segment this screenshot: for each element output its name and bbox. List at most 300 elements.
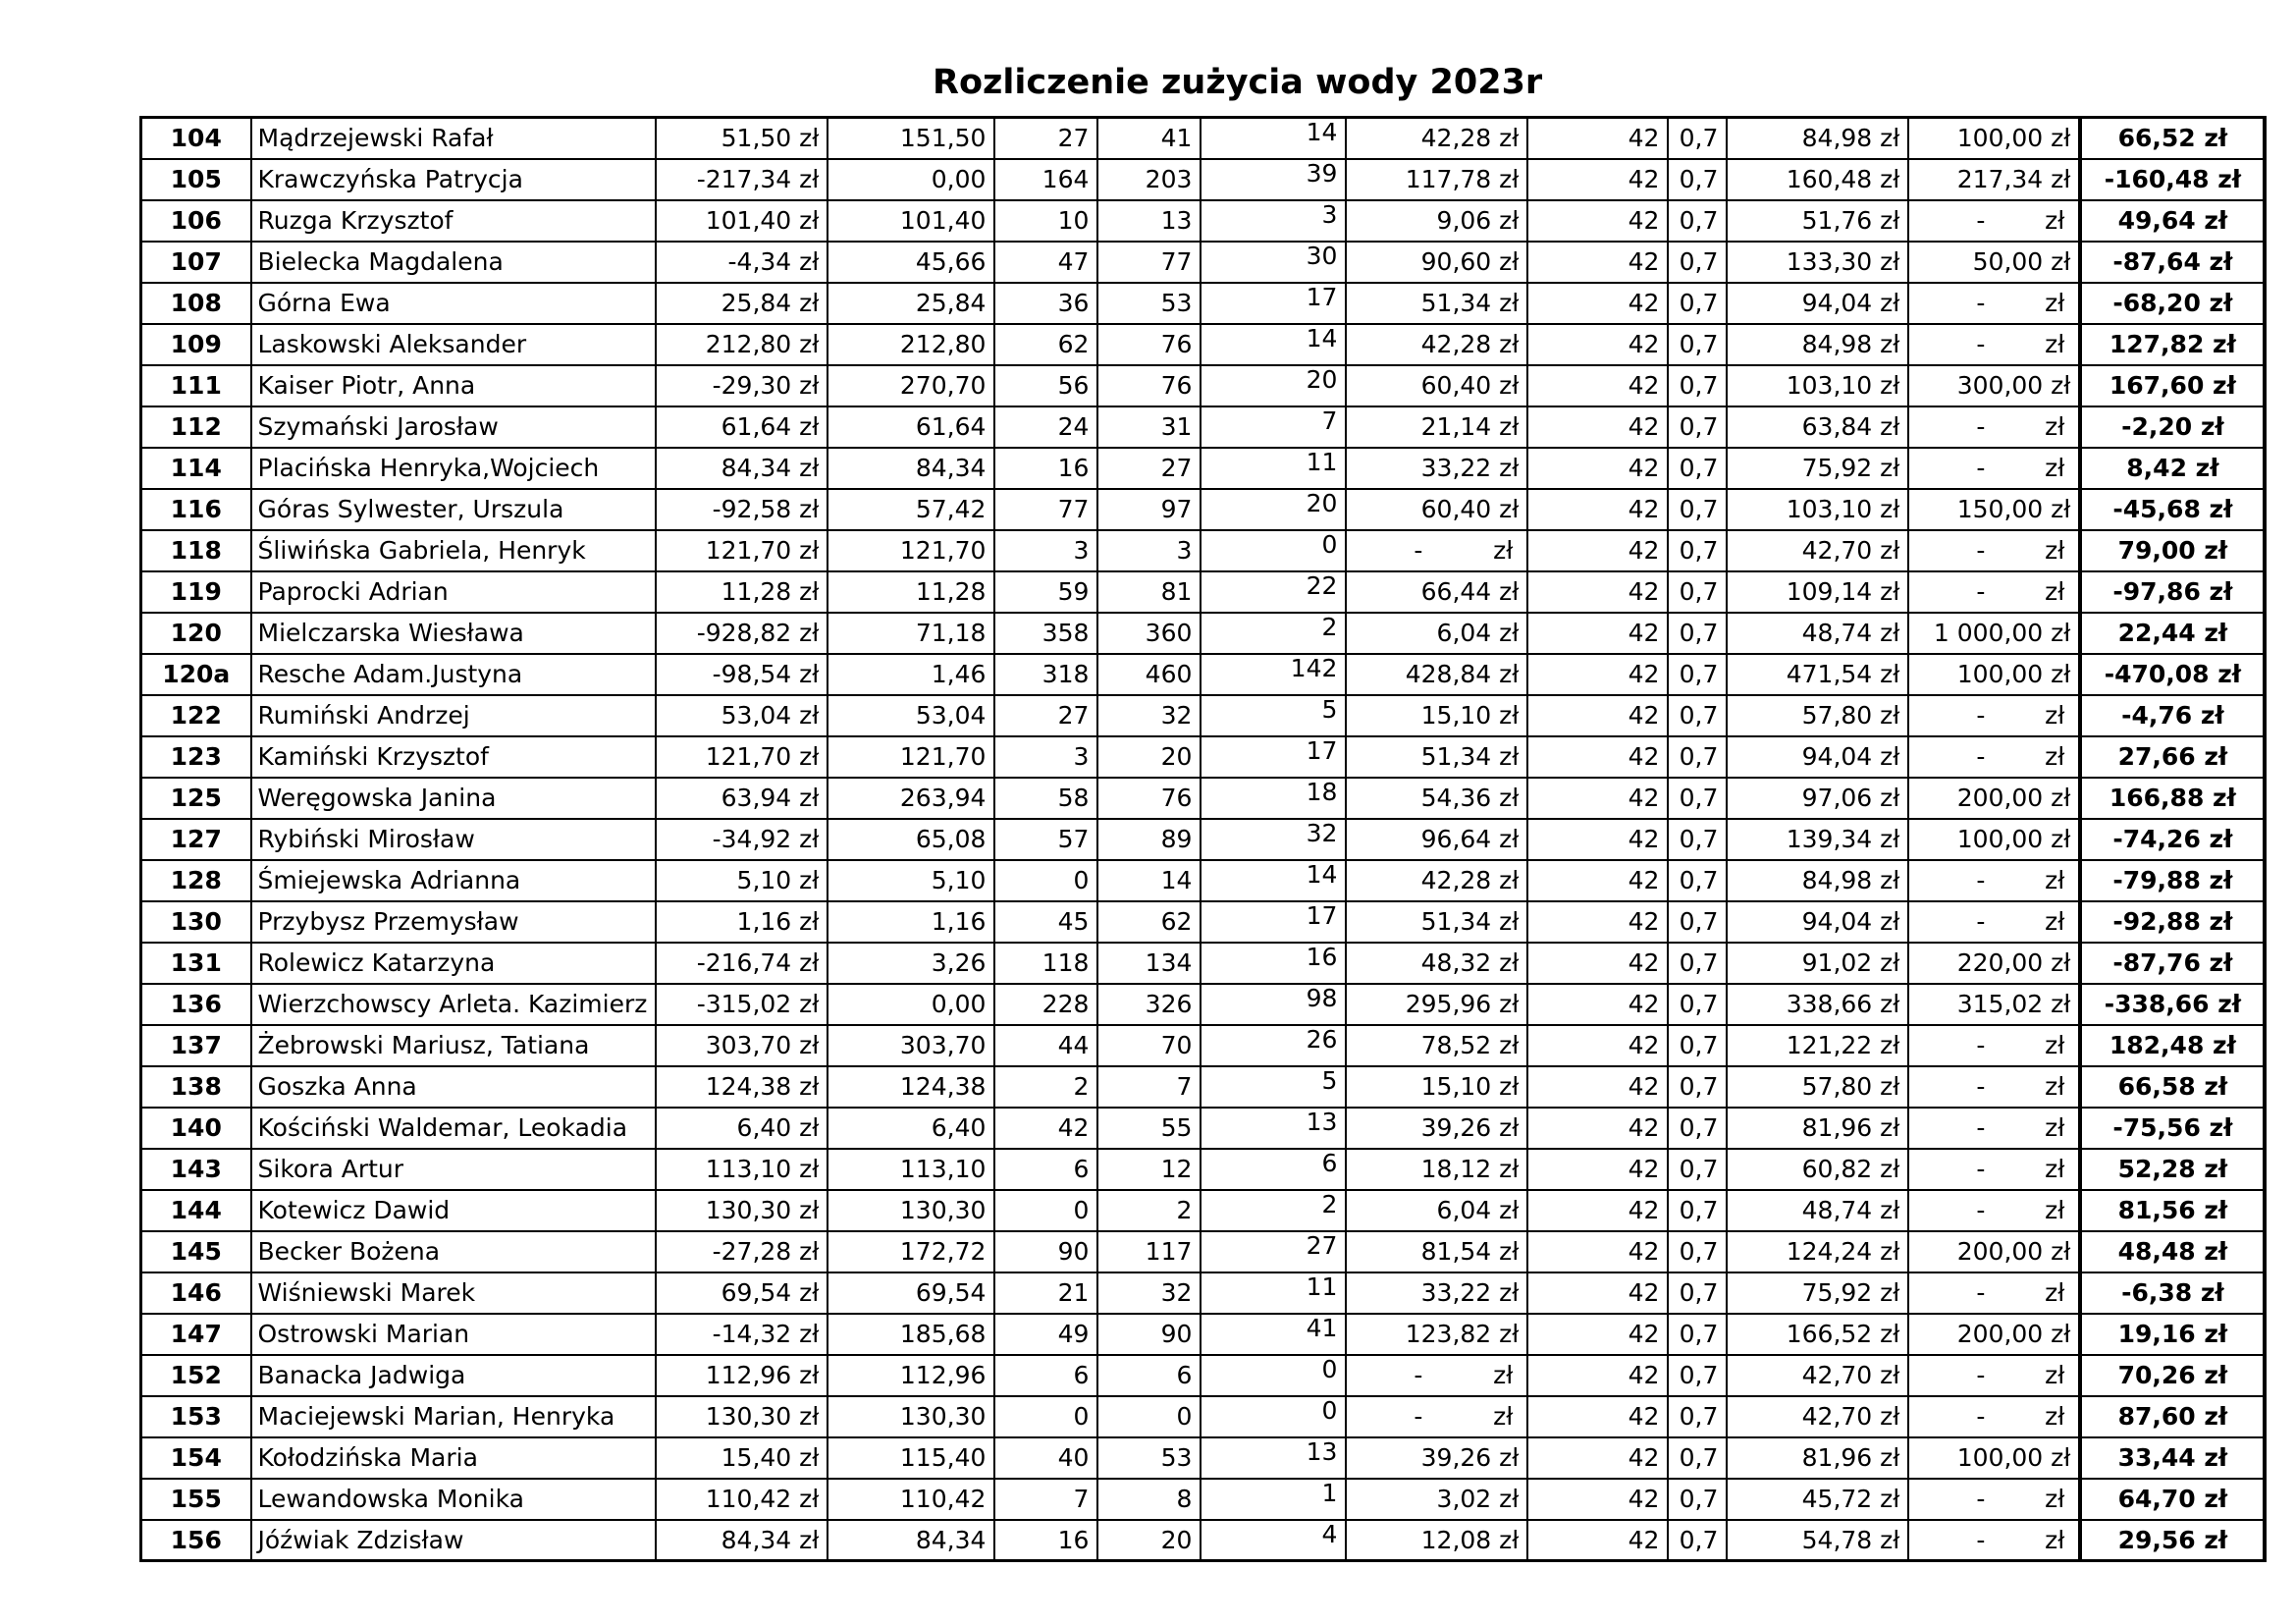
cell-reading-current: 6 <box>1097 1355 1201 1396</box>
cell-fixed-fee: 42 <box>1527 1396 1668 1437</box>
cell-result: 49,64 zł <box>2080 200 2265 242</box>
cell-name: Weręgowska Janina <box>251 778 657 819</box>
cell-payment-total: 113,10 <box>828 1149 994 1190</box>
cell-total-cost: 42,70 zł <box>1727 530 1908 571</box>
cell-number: 128 <box>141 860 251 901</box>
cell-reading-current: 70 <box>1097 1025 1201 1066</box>
cell-paid: 100,00 zł <box>1908 819 2080 860</box>
cell-name: Becker Bożena <box>251 1231 657 1272</box>
cell-paid: - zł <box>1908 1396 2080 1437</box>
cell-result: 70,26 zł <box>2080 1355 2265 1396</box>
cell-rate: 0,7 <box>1668 1479 1727 1520</box>
cell-fixed-fee: 42 <box>1527 365 1668 406</box>
cell-number: 112 <box>141 406 251 448</box>
cell-number: 127 <box>141 819 251 860</box>
cell-result: 166,88 zł <box>2080 778 2265 819</box>
cell-fixed-fee: 42 <box>1527 1355 1668 1396</box>
cell-payment-total: 69,54 <box>828 1272 994 1314</box>
cell-paid: - zł <box>1908 1479 2080 1520</box>
cell-payment-total: 1,16 <box>828 901 994 943</box>
cell-name: Banacka Jadwiga <box>251 1355 657 1396</box>
cell-balance-start: 101,40 zł <box>656 200 828 242</box>
cell-usage-m3: 6 <box>1201 1149 1346 1190</box>
cell-payment-total: 65,08 <box>828 819 994 860</box>
cell-usage-cost: 42,28 zł <box>1346 860 1527 901</box>
cell-rate: 0,7 <box>1668 1231 1727 1272</box>
cell-paid: - zł <box>1908 1025 2080 1066</box>
cell-result: 33,44 zł <box>2080 1437 2265 1479</box>
table-row <box>141 118 2266 159</box>
cell-reading-previous: 58 <box>994 778 1097 819</box>
cell-rate: 0,7 <box>1668 695 1727 736</box>
cell-payment-total: 270,70 <box>828 365 994 406</box>
cell-balance-start: 84,34 zł <box>656 1520 828 1561</box>
table-row <box>141 613 2266 654</box>
cell-reading-previous: 164 <box>994 159 1097 200</box>
cell-reading-previous: 57 <box>994 819 1097 860</box>
cell-total-cost: 166,52 zł <box>1727 1314 1908 1355</box>
cell-fixed-fee: 42 <box>1527 283 1668 324</box>
cell-reading-current: 81 <box>1097 571 1201 613</box>
cell-paid: - zł <box>1908 283 2080 324</box>
cell-fixed-fee: 42 <box>1527 1066 1668 1108</box>
table-row <box>141 984 2266 1025</box>
cell-result: 19,16 zł <box>2080 1314 2265 1355</box>
cell-fixed-fee: 42 <box>1527 1108 1668 1149</box>
cell-number: 145 <box>141 1231 251 1272</box>
cell-fixed-fee: 42 <box>1527 613 1668 654</box>
cell-total-cost: 81,96 zł <box>1727 1437 1908 1479</box>
cell-reading-current: 460 <box>1097 654 1201 695</box>
cell-fixed-fee: 42 <box>1527 943 1668 984</box>
cell-reading-previous: 0 <box>994 860 1097 901</box>
cell-reading-previous: 10 <box>994 200 1097 242</box>
cell-usage-m3: 3 <box>1201 200 1346 242</box>
table-row <box>141 324 2266 365</box>
table-row <box>141 1025 2266 1066</box>
cell-reading-current: 53 <box>1097 1437 1201 1479</box>
cell-reading-current: 55 <box>1097 1108 1201 1149</box>
cell-result: -338,66 zł <box>2080 984 2265 1025</box>
cell-rate: 0,7 <box>1668 530 1727 571</box>
cell-result: 167,60 zł <box>2080 365 2265 406</box>
table-row <box>141 1479 2266 1520</box>
cell-paid: - zł <box>1908 448 2080 489</box>
cell-total-cost: 57,80 zł <box>1727 695 1908 736</box>
table-row <box>141 242 2266 283</box>
cell-payment-total: 130,30 <box>828 1190 994 1231</box>
cell-payment-total: 84,34 <box>828 448 994 489</box>
cell-balance-start: 5,10 zł <box>656 860 828 901</box>
cell-usage-cost: 51,34 zł <box>1346 901 1527 943</box>
cell-fixed-fee: 42 <box>1527 1437 1668 1479</box>
table-row <box>141 778 2266 819</box>
cell-balance-start: -217,34 zł <box>656 159 828 200</box>
cell-number: 146 <box>141 1272 251 1314</box>
cell-paid: 200,00 zł <box>1908 778 2080 819</box>
cell-balance-start: 110,42 zł <box>656 1479 828 1520</box>
table-row <box>141 819 2266 860</box>
cell-fixed-fee: 42 <box>1527 530 1668 571</box>
cell-usage-cost: 81,54 zł <box>1346 1231 1527 1272</box>
cell-reading-current: 0 <box>1097 1396 1201 1437</box>
cell-rate: 0,7 <box>1668 778 1727 819</box>
cell-usage-m3: 26 <box>1201 1025 1346 1066</box>
cell-payment-total: 101,40 <box>828 200 994 242</box>
cell-reading-current: 76 <box>1097 778 1201 819</box>
cell-usage-m3: 17 <box>1201 283 1346 324</box>
cell-fixed-fee: 42 <box>1527 1190 1668 1231</box>
table-row <box>141 943 2266 984</box>
cell-usage-m3: 4 <box>1201 1520 1346 1561</box>
cell-result: 79,00 zł <box>2080 530 2265 571</box>
cell-reading-previous: 6 <box>994 1149 1097 1190</box>
cell-reading-current: 20 <box>1097 736 1201 778</box>
cell-balance-start: -98,54 zł <box>656 654 828 695</box>
cell-rate: 0,7 <box>1668 159 1727 200</box>
cell-rate: 0,7 <box>1668 118 1727 159</box>
cell-name: Krawczyńska Patrycja <box>251 159 657 200</box>
cell-usage-m3: 39 <box>1201 159 1346 200</box>
cell-name: Żebrowski Mariusz, Tatiana <box>251 1025 657 1066</box>
cell-name: Kotewicz Dawid <box>251 1190 657 1231</box>
cell-usage-cost: 15,10 zł <box>1346 695 1527 736</box>
cell-fixed-fee: 42 <box>1527 736 1668 778</box>
cell-payment-total: 84,34 <box>828 1520 994 1561</box>
cell-paid: - zł <box>1908 530 2080 571</box>
cell-number: 111 <box>141 365 251 406</box>
cell-reading-current: 41 <box>1097 118 1201 159</box>
cell-fixed-fee: 42 <box>1527 571 1668 613</box>
cell-balance-start: -928,82 zł <box>656 613 828 654</box>
cell-reading-previous: 6 <box>994 1355 1097 1396</box>
table-row <box>141 365 2266 406</box>
cell-name: Góras Sylwester, Urszula <box>251 489 657 530</box>
cell-fixed-fee: 42 <box>1527 984 1668 1025</box>
cell-result: -4,76 zł <box>2080 695 2265 736</box>
cell-reading-previous: 59 <box>994 571 1097 613</box>
cell-name: Goszka Anna <box>251 1066 657 1108</box>
cell-usage-cost: 117,78 zł <box>1346 159 1527 200</box>
table-row <box>141 1149 2266 1190</box>
cell-number: 131 <box>141 943 251 984</box>
cell-number: 138 <box>141 1066 251 1108</box>
cell-reading-previous: 21 <box>994 1272 1097 1314</box>
cell-payment-total: 0,00 <box>828 159 994 200</box>
cell-payment-total: 130,30 <box>828 1396 994 1437</box>
cell-fixed-fee: 42 <box>1527 695 1668 736</box>
cell-usage-cost: 3,02 zł <box>1346 1479 1527 1520</box>
cell-payment-total: 172,72 <box>828 1231 994 1272</box>
cell-payment-total: 110,42 <box>828 1479 994 1520</box>
cell-usage-m3: 0 <box>1201 530 1346 571</box>
cell-balance-start: 1,16 zł <box>656 901 828 943</box>
cell-reading-previous: 40 <box>994 1437 1097 1479</box>
cell-reading-previous: 3 <box>994 530 1097 571</box>
cell-usage-cost: - zł <box>1346 530 1527 571</box>
cell-payment-total: 124,38 <box>828 1066 994 1108</box>
cell-number: 137 <box>141 1025 251 1066</box>
cell-number: 143 <box>141 1149 251 1190</box>
cell-reading-current: 203 <box>1097 159 1201 200</box>
cell-total-cost: 84,98 zł <box>1727 324 1908 365</box>
cell-result: 52,28 zł <box>2080 1149 2265 1190</box>
table-row <box>141 571 2266 613</box>
table-row <box>141 1231 2266 1272</box>
cell-usage-cost: 90,60 zł <box>1346 242 1527 283</box>
cell-number: 109 <box>141 324 251 365</box>
cell-payment-total: 121,70 <box>828 530 994 571</box>
cell-reading-current: 97 <box>1097 489 1201 530</box>
page-title: Rozliczenie zużycia wody 2023r <box>933 63 1543 102</box>
cell-rate: 0,7 <box>1668 1025 1727 1066</box>
cell-rate: 0,7 <box>1668 1396 1727 1437</box>
cell-payment-total: 0,00 <box>828 984 994 1025</box>
cell-reading-current: 77 <box>1097 242 1201 283</box>
cell-usage-cost: 33,22 zł <box>1346 1272 1527 1314</box>
cell-fixed-fee: 42 <box>1527 1272 1668 1314</box>
table-row <box>141 530 2266 571</box>
cell-paid: 50,00 zł <box>1908 242 2080 283</box>
cell-reading-previous: 16 <box>994 1520 1097 1561</box>
cell-rate: 0,7 <box>1668 200 1727 242</box>
cell-result: 48,48 zł <box>2080 1231 2265 1272</box>
cell-balance-start: 112,96 zł <box>656 1355 828 1396</box>
cell-payment-total: 121,70 <box>828 736 994 778</box>
cell-rate: 0,7 <box>1668 1066 1727 1108</box>
cell-reading-previous: 16 <box>994 448 1097 489</box>
cell-balance-start: 124,38 zł <box>656 1066 828 1108</box>
cell-total-cost: 54,78 zł <box>1727 1520 1908 1561</box>
cell-result: -6,38 zł <box>2080 1272 2265 1314</box>
cell-usage-cost: 96,64 zł <box>1346 819 1527 860</box>
cell-usage-m3: 22 <box>1201 571 1346 613</box>
cell-usage-m3: 2 <box>1201 1190 1346 1231</box>
cell-rate: 0,7 <box>1668 613 1727 654</box>
cell-name: Placińska Henryka,Wojciech <box>251 448 657 489</box>
cell-usage-cost: 78,52 zł <box>1346 1025 1527 1066</box>
cell-reading-current: 360 <box>1097 613 1201 654</box>
table-row <box>141 406 2266 448</box>
cell-reading-previous: 90 <box>994 1231 1097 1272</box>
cell-total-cost: 57,80 zł <box>1727 1066 1908 1108</box>
cell-payment-total: 53,04 <box>828 695 994 736</box>
cell-reading-previous: 27 <box>994 118 1097 159</box>
cell-reading-previous: 0 <box>994 1190 1097 1231</box>
cell-name: Szymański Jarosław <box>251 406 657 448</box>
cell-number: 114 <box>141 448 251 489</box>
cell-number: 154 <box>141 1437 251 1479</box>
cell-rate: 0,7 <box>1668 324 1727 365</box>
cell-paid: 100,00 zł <box>1908 1437 2080 1479</box>
cell-number: 116 <box>141 489 251 530</box>
cell-paid: - zł <box>1908 1520 2080 1561</box>
cell-payment-total: 303,70 <box>828 1025 994 1066</box>
cell-balance-start: 130,30 zł <box>656 1190 828 1231</box>
cell-balance-start: 11,28 zł <box>656 571 828 613</box>
cell-usage-cost: 18,12 zł <box>1346 1149 1527 1190</box>
cell-total-cost: 42,70 zł <box>1727 1355 1908 1396</box>
cell-reading-previous: 318 <box>994 654 1097 695</box>
cell-name: Rumiński Andrzej <box>251 695 657 736</box>
cell-usage-cost: 39,26 zł <box>1346 1108 1527 1149</box>
table-row <box>141 1066 2266 1108</box>
table-row <box>141 1355 2266 1396</box>
cell-payment-total: 5,10 <box>828 860 994 901</box>
cell-usage-cost: - zł <box>1346 1355 1527 1396</box>
cell-name: Śliwińska Gabriela, Henryk <box>251 530 657 571</box>
cell-reading-previous: 56 <box>994 365 1097 406</box>
cell-balance-start: -4,34 zł <box>656 242 828 283</box>
cell-result: -45,68 zł <box>2080 489 2265 530</box>
cell-name: Wiśniewski Marek <box>251 1272 657 1314</box>
cell-usage-m3: 41 <box>1201 1314 1346 1355</box>
cell-reading-current: 12 <box>1097 1149 1201 1190</box>
cell-reading-previous: 49 <box>994 1314 1097 1355</box>
cell-total-cost: 97,06 zł <box>1727 778 1908 819</box>
cell-fixed-fee: 42 <box>1527 118 1668 159</box>
cell-usage-cost: 48,32 zł <box>1346 943 1527 984</box>
cell-usage-cost: 15,10 zł <box>1346 1066 1527 1108</box>
cell-payment-total: 112,96 <box>828 1355 994 1396</box>
cell-number: 123 <box>141 736 251 778</box>
cell-number: 153 <box>141 1396 251 1437</box>
cell-payment-total: 61,64 <box>828 406 994 448</box>
cell-rate: 0,7 <box>1668 448 1727 489</box>
cell-number: 155 <box>141 1479 251 1520</box>
table-row <box>141 1314 2266 1355</box>
cell-reading-previous: 3 <box>994 736 1097 778</box>
cell-payment-total: 6,40 <box>828 1108 994 1149</box>
cell-result: 22,44 zł <box>2080 613 2265 654</box>
cell-fixed-fee: 42 <box>1527 159 1668 200</box>
cell-result: -97,86 zł <box>2080 571 2265 613</box>
cell-payment-total: 3,26 <box>828 943 994 984</box>
cell-result: 182,48 zł <box>2080 1025 2265 1066</box>
cell-number: 118 <box>141 530 251 571</box>
cell-usage-m3: 20 <box>1201 365 1346 406</box>
cell-reading-previous: 27 <box>994 695 1097 736</box>
cell-name: Kamiński Krzysztof <box>251 736 657 778</box>
cell-result: -92,88 zł <box>2080 901 2265 943</box>
table-row <box>141 860 2266 901</box>
cell-balance-start: 130,30 zł <box>656 1396 828 1437</box>
cell-result: -74,26 zł <box>2080 819 2265 860</box>
cell-fixed-fee: 42 <box>1527 406 1668 448</box>
cell-fixed-fee: 42 <box>1527 1479 1668 1520</box>
table-row <box>141 695 2266 736</box>
cell-usage-cost: 51,34 zł <box>1346 283 1527 324</box>
cell-payment-total: 57,42 <box>828 489 994 530</box>
cell-reading-previous: 47 <box>994 242 1097 283</box>
cell-rate: 0,7 <box>1668 406 1727 448</box>
cell-name: Wierzchowscy Arleta. Kazimierz <box>251 984 657 1025</box>
cell-balance-start: -14,32 zł <box>656 1314 828 1355</box>
cell-payment-total: 45,66 <box>828 242 994 283</box>
cell-reading-current: 76 <box>1097 365 1201 406</box>
cell-total-cost: 48,74 zł <box>1727 1190 1908 1231</box>
cell-usage-cost: 60,40 zł <box>1346 489 1527 530</box>
cell-reading-previous: 45 <box>994 901 1097 943</box>
cell-total-cost: 121,22 zł <box>1727 1025 1908 1066</box>
cell-number: 130 <box>141 901 251 943</box>
cell-balance-start: -92,58 zł <box>656 489 828 530</box>
cell-reading-previous: 36 <box>994 283 1097 324</box>
cell-result: -2,20 zł <box>2080 406 2265 448</box>
cell-total-cost: 94,04 zł <box>1727 736 1908 778</box>
cell-name: Rybiński Mirosław <box>251 819 657 860</box>
cell-usage-m3: 0 <box>1201 1396 1346 1437</box>
cell-name: Jóźwiak Zdzisław <box>251 1520 657 1561</box>
cell-result: -470,08 zł <box>2080 654 2265 695</box>
cell-usage-m3: 14 <box>1201 118 1346 159</box>
cell-reading-current: 32 <box>1097 695 1201 736</box>
cell-total-cost: 139,34 zł <box>1727 819 1908 860</box>
cell-reading-current: 13 <box>1097 200 1201 242</box>
cell-paid: - zł <box>1908 1355 2080 1396</box>
cell-payment-total: 25,84 <box>828 283 994 324</box>
cell-paid: 300,00 zł <box>1908 365 2080 406</box>
cell-number: 122 <box>141 695 251 736</box>
cell-number: 120a <box>141 654 251 695</box>
cell-fixed-fee: 42 <box>1527 1231 1668 1272</box>
cell-rate: 0,7 <box>1668 1314 1727 1355</box>
cell-reading-previous: 118 <box>994 943 1097 984</box>
cell-rate: 0,7 <box>1668 943 1727 984</box>
cell-fixed-fee: 42 <box>1527 1520 1668 1561</box>
cell-result: -68,20 zł <box>2080 283 2265 324</box>
cell-reading-current: 89 <box>1097 819 1201 860</box>
cell-balance-start: 69,54 zł <box>656 1272 828 1314</box>
cell-number: 108 <box>141 283 251 324</box>
cell-reading-current: 90 <box>1097 1314 1201 1355</box>
table-row <box>141 1272 2266 1314</box>
cell-rate: 0,7 <box>1668 1108 1727 1149</box>
cell-payment-total: 151,50 <box>828 118 994 159</box>
cell-reading-previous: 44 <box>994 1025 1097 1066</box>
cell-rate: 0,7 <box>1668 1149 1727 1190</box>
cell-total-cost: 133,30 zł <box>1727 242 1908 283</box>
cell-reading-previous: 7 <box>994 1479 1097 1520</box>
cell-paid: - zł <box>1908 406 2080 448</box>
table-row <box>141 1108 2266 1149</box>
cell-name: Kaiser Piotr, Anna <box>251 365 657 406</box>
cell-balance-start: -315,02 zł <box>656 984 828 1025</box>
cell-balance-start: -34,92 zł <box>656 819 828 860</box>
cell-balance-start: -29,30 zł <box>656 365 828 406</box>
cell-paid: - zł <box>1908 1108 2080 1149</box>
cell-reading-current: 326 <box>1097 984 1201 1025</box>
cell-usage-m3: 5 <box>1201 695 1346 736</box>
cell-rate: 0,7 <box>1668 365 1727 406</box>
cell-usage-cost: 6,04 zł <box>1346 613 1527 654</box>
cell-total-cost: 124,24 zł <box>1727 1231 1908 1272</box>
cell-result: 29,56 zł <box>2080 1520 2265 1561</box>
cell-paid: 315,02 zł <box>1908 984 2080 1025</box>
cell-usage-m3: 11 <box>1201 448 1346 489</box>
cell-payment-total: 263,94 <box>828 778 994 819</box>
cell-usage-cost: 60,40 zł <box>1346 365 1527 406</box>
cell-name: Laskowski Aleksander <box>251 324 657 365</box>
cell-name: Resche Adam.Justyna <box>251 654 657 695</box>
cell-rate: 0,7 <box>1668 1355 1727 1396</box>
cell-fixed-fee: 42 <box>1527 200 1668 242</box>
table-row <box>141 159 2266 200</box>
cell-paid: - zł <box>1908 324 2080 365</box>
cell-reading-current: 134 <box>1097 943 1201 984</box>
cell-fixed-fee: 42 <box>1527 654 1668 695</box>
cell-usage-m3: 98 <box>1201 984 1346 1025</box>
